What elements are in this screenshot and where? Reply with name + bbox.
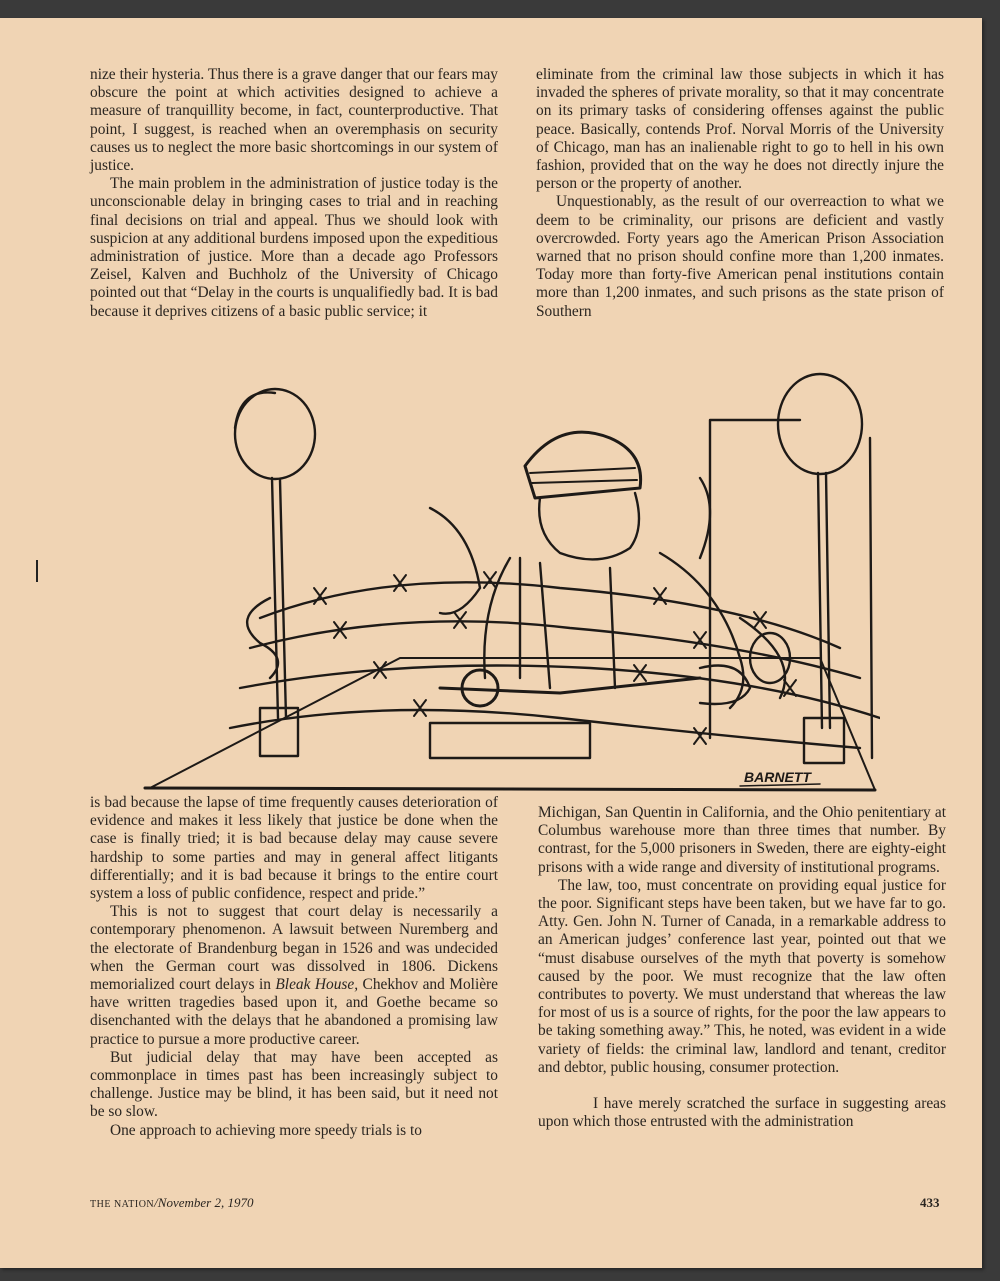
text-run: Chekhov and Molière have written tragedies based upon it, and Goethe became so disenchanted with the delays that he abandoned a promising law practice to pursue a more productive career. xyxy=(90,976,499,1048)
paragraph: Unquestionably, as the result of our overreaction to what we deem to be criminality, our prisons are deficient and vastly overcrowded. Forty years ago the American Prison Association warned that no prison should confine more than 1,200 inmates. Today more than forty-five American penal institutions contain more than 1,200 inmates, and such prisons as the state prison of Southern xyxy=(536,193,944,320)
barbed-wire-justice-illustration xyxy=(140,358,880,798)
book-title: Bleak House, xyxy=(275,976,359,994)
magazine-page xyxy=(0,18,982,1268)
paragraph: is bad because the lapse of time frequently causes deterioration of evidence and makes it less likely that justice be done when the case is finally tried; it is bad because delay may cause severe hardship to some parties and may in general affect litigants differentially; and it is bad because it brings to the entire court system a loss of public confidence, respect and pride.” xyxy=(90,794,498,903)
column-bottom-right xyxy=(538,804,946,1131)
paragraph: But judicial delay that may have been accepted as commonplace in times past has been increasingly subject to challenge. Justice may be blind, it has been said, but it need not be so slow. xyxy=(90,1048,498,1121)
paragraph: One approach to achieving more speedy trials is to xyxy=(110,1121,422,1139)
margin-mark xyxy=(36,560,38,582)
magazine-name: THE NATION xyxy=(90,1199,155,1210)
paragraph: I have merely scratched the surface in suggesting areas upon which those entrusted with the administration xyxy=(538,1095,946,1131)
column-top-right xyxy=(536,66,944,321)
column-bottom-left xyxy=(90,794,498,1140)
issue-date: /November 2, 1970 xyxy=(154,1195,254,1210)
text-run: This is not to suggest that court delay is necessarily a contemporary phenomenon. A lawsuit between Nuremberg and the electorate of Brandenburg began in 1526 and was undecided when the German court was dissolved in 1806. Dickens memorialized court delays in xyxy=(90,903,498,994)
page-number: 433 xyxy=(920,1195,940,1210)
footer-publication xyxy=(90,1195,253,1211)
paragraph: Michigan, San Quentin in California, and the Ohio penitentiary at Columbus warehouse more than three times that number. By contrast, for the 5,000 prisoners in Sweden, there are eighty-eight prisons with a wide range and diversity of institutional programs. xyxy=(538,804,946,876)
paragraph xyxy=(90,903,498,1049)
paragraph: The main problem in the administration of justice today is the unconscionable delay in bringing cases to trial and in reaching final decisions on trial and appeal. Thus we should look with suspicion at any additional burdens imposed upon the expeditious administration of justice. More than a decade ago Professors Zeisel, Kalven and Buchholz of the University of Chicago pointed out that “Delay in the courts is unqualifiedly bad. It is bad because it deprives citizens of a basic public service; it xyxy=(90,175,498,320)
paragraph: The law, too, must concentrate on providing equal justice for the poor. Significant steps have been taken, but we have far to go. Atty. Gen. John N. Turner of Canada, in a remarkable address to an American judges’ conference last year, pointed out that we “must disabuse ourselves of the myth that poverty is somehow caused by the poor. We must recognize that the law often contributes to poverty. We must understand that whereas the law for most of us is a source of rights, for the poor the law appears to be taking something away.” This, he noted, was evident in a wide variety of fields: the criminal law, landlord and tenant, creditor and debtor, public housing, consumer protection. xyxy=(538,876,946,1076)
artist-signature: BARNETT xyxy=(744,769,811,785)
paragraph: eliminate from the criminal law those subjects in which it has invaded the spheres of private morality, so that it may concentrate on its primary tasks of considering offenses against the public peace. Basically, contends Prof. Norval Morris of the University of Chicago, man has an inalienable right to go to hell in his own fashion, provided that on the way he does not directly injure the person or the property of another. xyxy=(536,66,944,193)
column-top-left xyxy=(90,66,498,321)
paragraph: nize their hysteria. Thus there is a grave danger that our fears may obscure the point at which activities designed to achieve a measure of tranquillity become, in fact, counterproductive. That point, I suggest, is reached when an overemphasis on security causes us to neglect the more basic shortcomings in our system of justice. xyxy=(90,66,498,175)
